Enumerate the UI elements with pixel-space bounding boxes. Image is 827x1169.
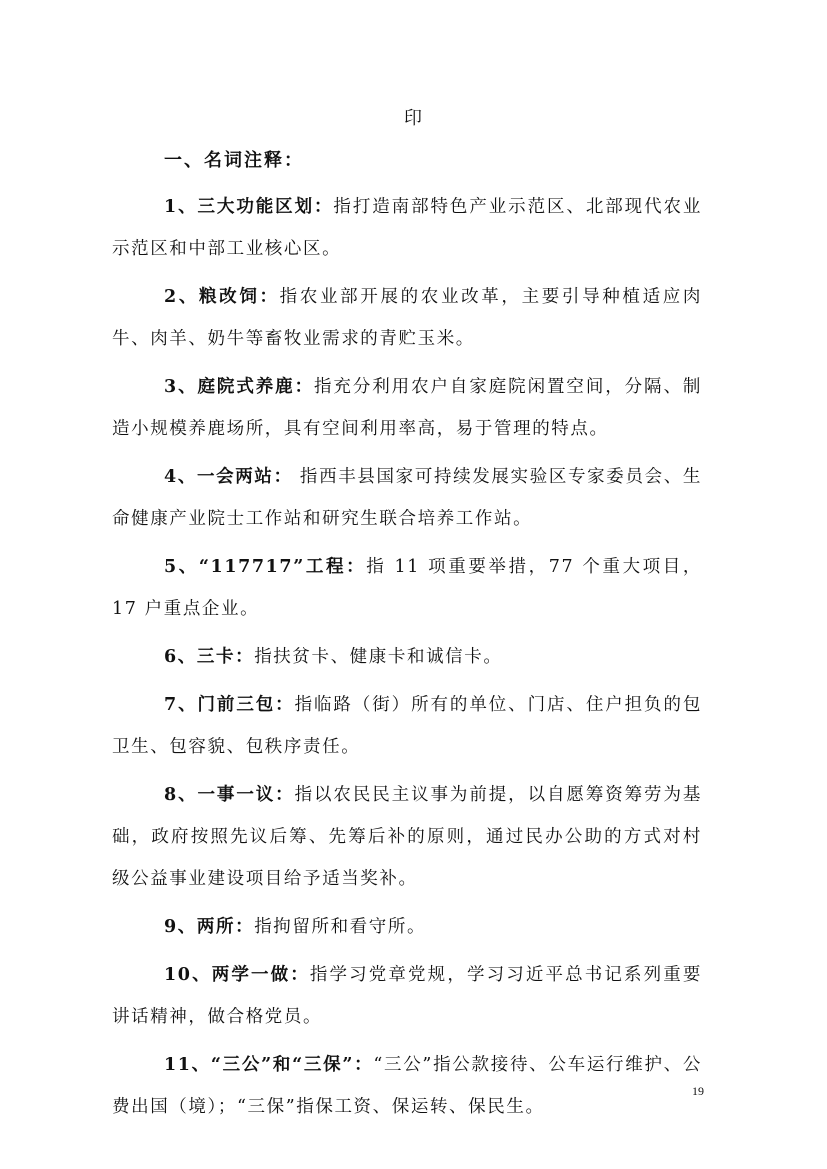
definition-item (112, 906, 702, 948)
definition-text: “三公”指公款接待、公车运行维护、公费出国（境）；“三保”指保工资、保运转、保民生。 (112, 1055, 702, 1117)
definition-item (112, 186, 702, 270)
definition-term: 2、粮改饲： (164, 287, 280, 307)
definition-item (112, 636, 702, 678)
definition-term: 7、门前三包： (164, 695, 295, 715)
definition-text: 指打造南部特色产业示范区、北部现代农业示范区和中部工业核心区。 (112, 197, 702, 259)
definition-item (112, 546, 702, 630)
page-number: 19 (692, 1084, 704, 1098)
section-title: 一、名词注释： (164, 150, 304, 171)
definition-term: 6、三卡： (164, 647, 255, 667)
definition-item (112, 774, 702, 900)
definition-item (112, 954, 702, 1038)
definition-term: 1、三大功能区划： (164, 197, 334, 217)
definition-term: 3、庭院式养鹿： (164, 377, 314, 397)
definition-term: 9、两所： (164, 917, 255, 937)
definition-text: 指临路（街）所有的单位、门店、住户担负的包卫生、包容貌、包秩序责任。 (112, 695, 702, 757)
definition-term: 8、一事一议： (164, 785, 295, 805)
definition-list (112, 186, 702, 1134)
definition-term: 4、一会两站： (164, 467, 293, 487)
definition-text: 指学习党章党规，学习习近平总书记系列重要讲话精神，做合格党员。 (112, 965, 703, 1027)
definition-item (112, 456, 702, 540)
definition-item (112, 366, 702, 450)
definition-text: 指西丰县国家可持续发展实验区专家委员会、生命健康产业院士工作站和研究生联合培养工作站。 (112, 467, 702, 529)
definition-text: 指 11 项重要举措，77 个重大项目，17 户重点企业。 (112, 557, 702, 619)
definition-text: 指拘留所和看守所。 (254, 917, 427, 937)
definition-text: 指充分利用农户自家庭院闲置空间，分隔、制造小规模养鹿场所，具有空间利用率高，易于管理的特点。 (112, 377, 702, 439)
definition-item (112, 684, 702, 768)
definition-term: 5、“117717”工程： (164, 557, 367, 577)
definition-text: 指以农民民主议事为前提，以自愿筹资筹劳为基础，政府按照先议后筹、先筹后补的原则，通过民办公助的方式对村级公益事业建设项目给予适当奖补。 (112, 785, 702, 889)
definition-text: 指扶贫卡、健康卡和诚信卡。 (254, 647, 503, 667)
definition-item (112, 276, 702, 360)
header-mark: 印 (404, 108, 423, 129)
definition-term: 10、两学一做： (164, 965, 310, 985)
definition-term: 11、“三公”和“三保”： (164, 1055, 374, 1075)
definition-text: 指农业部开展的农业改革，主要引导种植适应肉牛、肉羊、奶牛等畜牧业需求的青贮玉米。 (112, 287, 702, 349)
definition-item (112, 1044, 702, 1128)
